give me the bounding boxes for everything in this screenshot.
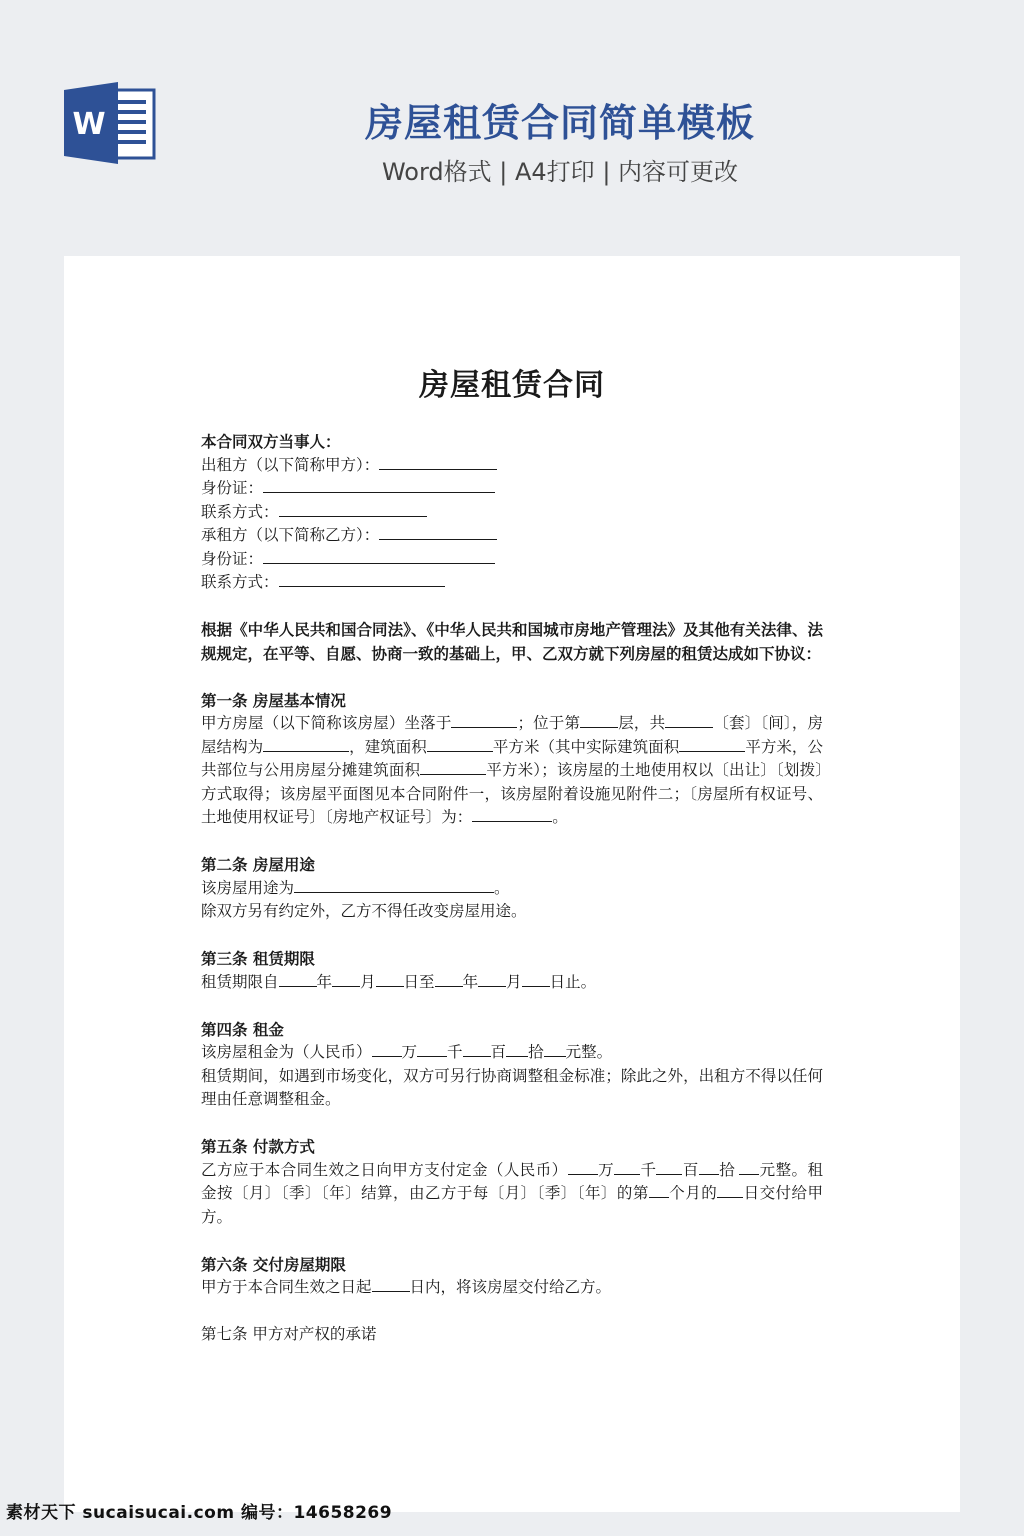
- article-2-line-2: 除双方另有约定外，乙方不得任改变房屋用途。: [201, 902, 527, 920]
- banner-title: 房屋租赁合同简单模板: [364, 101, 755, 145]
- article-3-body: 租赁期限自 年 月 日至 年 月 日止。: [201, 972, 597, 991]
- contract-title: 房屋租赁合同: [419, 368, 605, 403]
- lessee-id-line: 身份证：: [201, 548, 823, 572]
- contract-body: [201, 366, 823, 1347]
- preamble: 根据《中华人民共和国合同法》、《中华人民共和国城市房地产管理法》及其他有关法律、法规规定，在平等、自愿、协商一致的基础上，甲、乙双方就下列房屋的租赁达成如下协议：: [201, 620, 823, 663]
- article-4-line-2: 租赁期间，如遇到市场变化，双方可另行协商调整租金标准；除此之外，出租方不得以任何理由任意调整租金。: [201, 1066, 823, 1108]
- article-5-heading: 第五条 付款方式: [201, 1137, 315, 1156]
- article-7-heading: 第七条 甲方对产权的承诺: [201, 1325, 377, 1343]
- word-logo-letter: W: [72, 107, 106, 142]
- article-4-heading: 第四条 租金: [201, 1019, 284, 1039]
- lessee-contact-line: 联系方式：: [201, 571, 823, 595]
- article-6-body: 甲方于本合同生效之日起 日内，将该房屋交付给乙方。: [201, 1278, 612, 1296]
- watermark: 素材天下 sucaisucai.com 编号：14658269: [6, 1503, 393, 1523]
- article-5-body: 乙方应于本合同生效之日向甲方支付定金（人民币） 万 千 百 拾 元整。租金按〔月〕〔季〕〔年〕结算，由乙方于每〔月〕〔季〕〔年〕的第 个月的 日交付给甲方。: [201, 1160, 823, 1226]
- lessee-line: 承租方（以下简称乙方）：: [201, 524, 823, 548]
- lessor-contact-line: 联系方式：: [201, 501, 823, 525]
- article-4-line-1: 该房屋租金为（人民币） 万 千 百 拾 元整。: [201, 1043, 613, 1061]
- word-icon: [64, 82, 156, 164]
- article-1-heading: 第一条 房屋基本情况: [201, 690, 346, 710]
- document-page: [64, 256, 960, 1512]
- article-2-line-1: 该房屋用途为 。: [201, 878, 510, 897]
- article-3-heading: 第三条 租赁期限: [201, 949, 315, 968]
- banner: [0, 0, 1024, 230]
- article-1-body: 甲方房屋（以下简称该房屋）坐落于 ；位于第 层，共 〔套〕〔间〕，房屋结构为 ，建筑面积 平方米（其中实际建筑面积 平方米，公共部位与公用房屋分摊建筑面积 平方米）；该房屋的土地使用权以〔出让〕〔划拨〕方式取得；该房屋平面图见本合同附件一，该房屋附着设施见附件二；〔房屋所有权证号、土地使用权证号〕〔房地产权证号〕为： 。: [201, 714, 823, 826]
- lessor-id-line: 身份证：: [201, 477, 823, 501]
- parties-heading: 本合同双方当事人：: [201, 432, 341, 451]
- article-2-heading: 第二条 房屋用途: [201, 855, 315, 874]
- article-6-heading: 第六条 交付房屋期限: [201, 1254, 346, 1274]
- banner-subtitle: Word格式 | A4打印 | 内容可更改: [381, 158, 739, 186]
- lessor-line: 出租方（以下简称甲方）：: [201, 454, 823, 478]
